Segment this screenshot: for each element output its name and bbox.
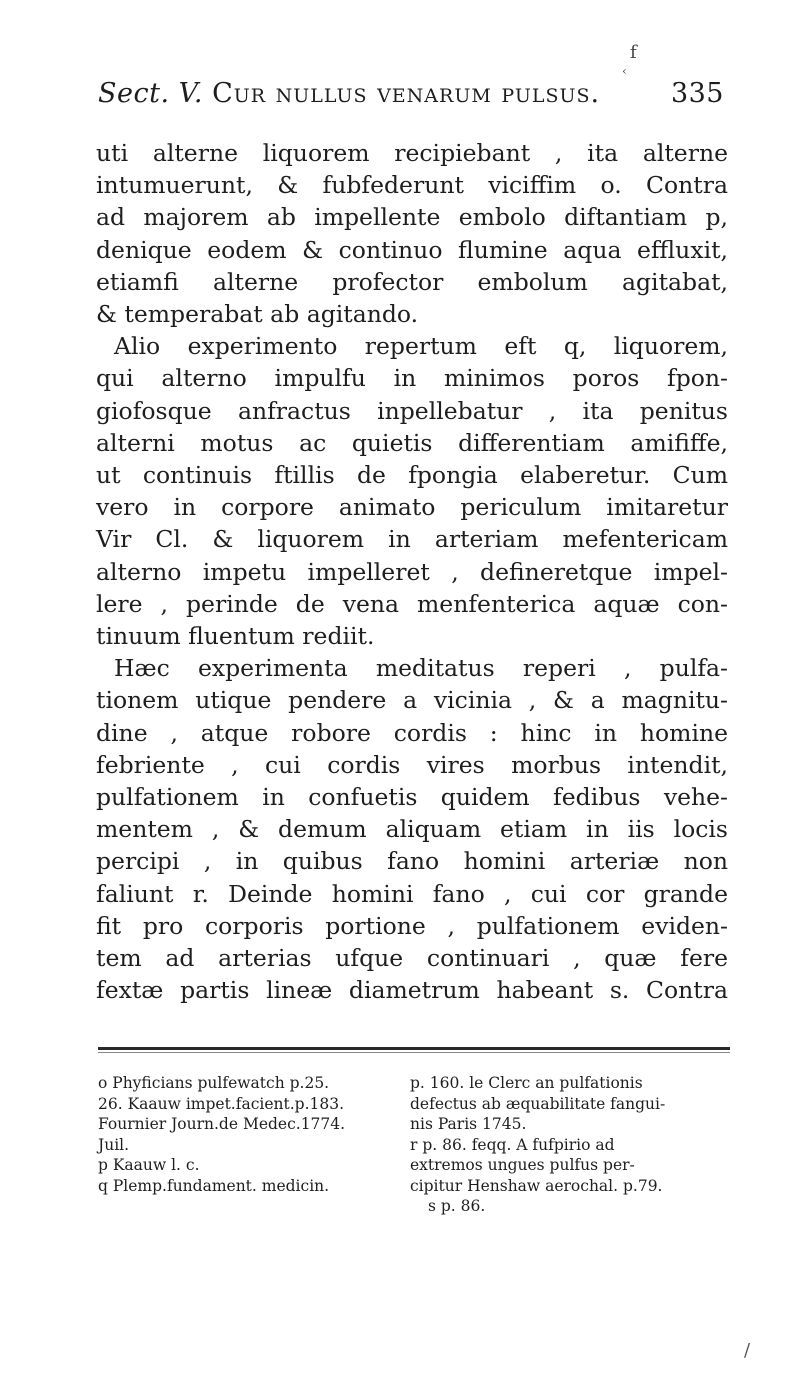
footnote-line: p. 160. le Clerc an pulfationis [410,1074,643,1092]
text-line: qui alterno impulfu in minimos poros fpon- [96,364,728,393]
text-line: fextæ partis lineæ diametrum habeant s. Contra [96,976,728,1005]
page-number: 335 [670,78,724,109]
text-line: tionem utique pendere a vicinia , & a magnitu- [96,686,728,715]
ink-mark-small: ‹ [622,64,627,78]
text-line: intumuerunt, & fubfederunt viciffim o. Contra [96,171,728,200]
footnote-line: cipitur Henshaw aerochal. p.79. [410,1176,663,1195]
footnote-line: defectus ab æquabilitate fangui- [410,1094,666,1113]
footnote-line: Juil. [98,1135,130,1154]
text-line: mentem , & demum aliquam etiam in iis locis [96,815,728,844]
footnote-line: extremos ungues pulfus per- [410,1156,635,1174]
footnote-line: nis Paris 1745. [410,1115,527,1133]
text-line: alterni motus ac quietis differentiam amififfe, [96,428,728,457]
text-line: fit pro corporis portione , pulfationem eviden- [96,911,728,940]
footnote-line: Fournier Journ.de Medec.1774. [98,1115,346,1133]
footnote-line: r p. 86. feqq. A fufpirio ad [410,1135,615,1154]
text-line: Hæc experimenta meditatus reperi , pulfa- [114,654,728,683]
text-line: tinuum fluentum rediit. [96,622,375,651]
text-line: Alio experimento repertum eft q, liquorem, [114,332,728,361]
text-line: etiamfi alterne profector embolum agitabat, [96,267,728,296]
text-line: faliunt r. Deinde homini fano , cui cor grande [96,879,728,908]
footnote-line: p Kaauw l. c. [98,1156,200,1174]
text-line: febriente , cui cordis vires morbus intendit, [96,750,728,779]
footnotes-right-column [410,1073,732,1217]
footnote-line: 26. Kaauw impet.facient.p.183. [98,1094,345,1113]
ink-mark: f [630,42,637,63]
text-line: lere , perinde de vena menfenterica aquæ con- [96,589,728,618]
text-line: alterno impetu impelleret , defineretque impel- [96,557,728,586]
text-line: percipi , in quibus fano homini arteriæ non [96,847,728,876]
footnotes-left-column [98,1073,408,1196]
footnote-line: q Plemp.fundament. medicin. [98,1176,330,1195]
text-line: pulfationem in confuetis quidem fedibus vehe- [96,783,728,812]
text-line: tem ad arterias ufque continuari , quæ fere [96,944,728,973]
text-line: ut continuis ftillis de fpongia elaberetur. Cum [96,461,728,490]
text-line: & temperabat ab agitando. [96,300,419,329]
text-line: dine , atque robore cordis : hinc in homine [96,718,728,747]
footnote-rule [98,1047,730,1050]
text-line: Vir Cl. & liquorem in arteriam mefentericam [96,525,728,554]
main-text [96,137,728,1006]
text-line: vero in corpore animato periculum imitaretur [96,493,728,522]
text-line: ad majorem ab impellente embolo diftantiam p, [96,203,728,232]
running-header [98,78,724,109]
header-title: Cur nullus venarum pulsus. [212,78,601,109]
text-line: uti alterne liquorem recipiebant , ita alterne [96,139,728,167]
text-line: giofosque anfractus inpellebatur , ita penitus [96,396,728,425]
footnote-line: o Phyficians pulfewatch p.25. [98,1074,330,1092]
page-end-mark: / [744,1340,751,1361]
footnote-line: s p. 86. [428,1197,486,1215]
section-label: Sect. V. [98,78,203,109]
footnote-rule-thin [98,1052,730,1053]
text-line: denique eodem & continuo flumine aqua effluxit, [96,235,728,264]
